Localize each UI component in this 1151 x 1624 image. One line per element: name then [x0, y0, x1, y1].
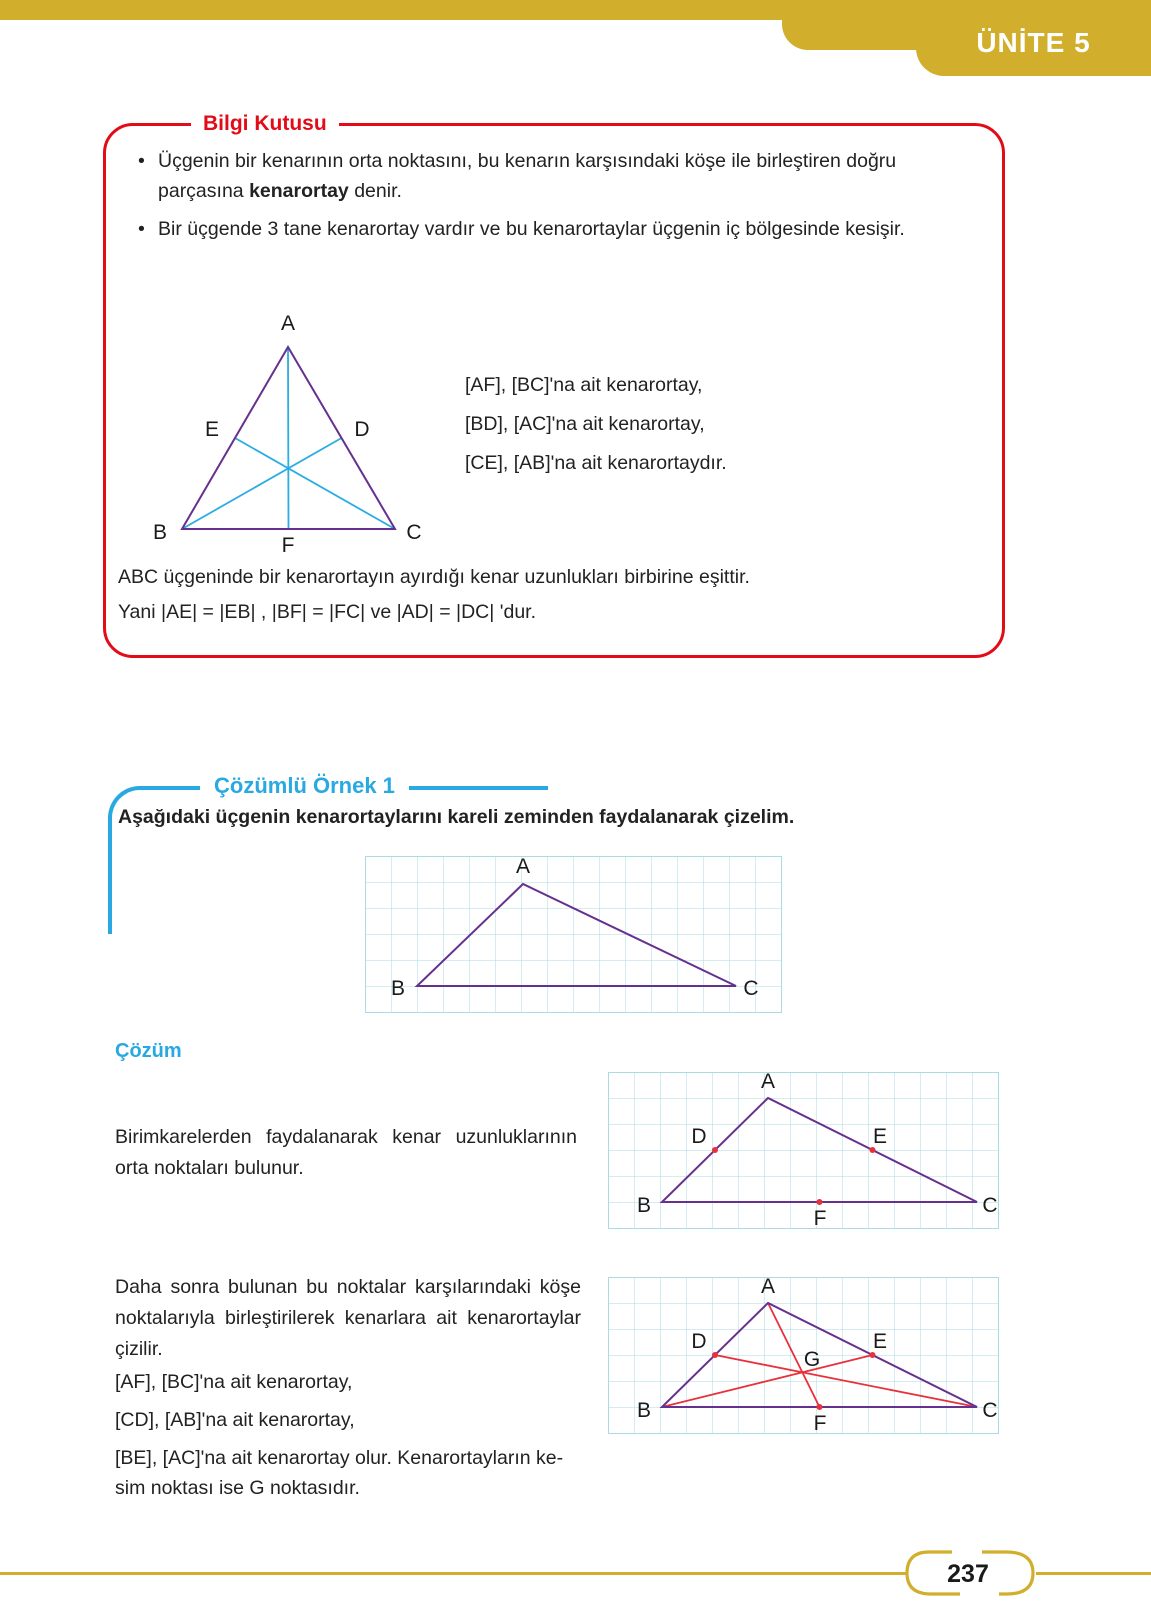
footer-line-right	[1036, 1572, 1151, 1575]
info-bullet-list	[106, 126, 1002, 244]
vertex-label-b: B	[636, 1399, 652, 1422]
midpoint-dot-f	[817, 1199, 823, 1205]
bullet1-text-post: denir.	[348, 180, 402, 202]
median-def-line: [AF], [BC]'na ait kenarortay,	[465, 374, 703, 396]
header-gold-bar	[0, 0, 1151, 20]
grid-background	[366, 857, 782, 1013]
bullet-item	[130, 146, 972, 206]
solution-median-list	[115, 1367, 595, 1511]
vertex-label-c: C	[982, 1399, 998, 1422]
bullet-item	[130, 214, 972, 244]
bullet1-text-pre: Üçgenin bir kenarının orta noktasını, bu kenarın karşısındaki köşe ile birleştiren doğru parçasına	[158, 150, 897, 202]
bullet1-keyword: kenarortay	[249, 180, 349, 202]
bullet2-text: Bir üçgende 3 tane kenarortay vardır ve bu kenarortaylar üçgenin iç bölgesinde kesişir.	[158, 218, 905, 240]
vertex-label-a: A	[280, 312, 296, 335]
solution-line	[115, 1443, 595, 1503]
badge-right-bracket	[982, 1552, 1033, 1594]
median-definition-list	[465, 366, 727, 483]
vertex-label-b: B	[152, 521, 168, 544]
midpoint-label-f: F	[813, 1207, 827, 1229]
midpoint-label-e: E	[872, 1330, 888, 1353]
vertex-label-b: B	[636, 1194, 652, 1217]
midpoint-label-e: E	[204, 418, 220, 441]
grid-triangle-diagram	[365, 856, 782, 1013]
midpoint-label-d: D	[691, 1330, 707, 1353]
vertex-label-c: C	[406, 521, 422, 544]
median-af-line	[288, 347, 289, 529]
bullet-glyph: •	[138, 150, 145, 172]
midpoint-label-e: E	[872, 1125, 888, 1148]
midpoint-label-f: F	[281, 534, 295, 557]
grid-background	[609, 1073, 999, 1229]
median-def-line: [CE], [AB]'na ait kenarortaydır.	[465, 452, 727, 474]
vertex-label-a: A	[760, 1072, 776, 1093]
unit-tab	[916, 20, 1151, 76]
equal-sides-formula: Yani |AE| = |EB| , |BF| = |FC| ve |AD| = |DC| 'dur.	[118, 601, 536, 623]
solution-paragraph-2: Daha sonra bulunan bu noktalar karşılarındaki köşe noktalarıyla birleştirilerek kenarlara ait kenarortaylar çizilir.	[115, 1276, 581, 1360]
midpoint-label-d: D	[354, 418, 370, 441]
vertex-label-a: A	[515, 856, 531, 878]
info-box-title: Bilgi Kutusu	[191, 110, 339, 138]
footer-line-left	[0, 1572, 906, 1575]
solution-line-part: [BE], [AC]'na ait kenarortay olur. Kenarortayların ke-	[115, 1447, 564, 1469]
solution-line: [CD], [AB]'na ait kenarortay,	[115, 1409, 355, 1431]
midpoint-dot-d	[712, 1352, 718, 1358]
equal-sides-statement: ABC üçgeninde bir kenarortayın ayırdığı kenar uzunlukları birbirine eşittir.	[118, 566, 750, 588]
page-number: 237	[947, 1560, 989, 1588]
solution-line-part: sim noktası ise G noktasıdır.	[115, 1477, 360, 1499]
vertex-label-b: B	[390, 977, 406, 1000]
midpoint-dot-f	[817, 1404, 823, 1410]
example-title: Çözümlü Örnek 1	[200, 772, 409, 800]
midpoint-dot-d	[712, 1147, 718, 1153]
solution-line: [AF], [BC]'na ait kenarortay,	[115, 1371, 353, 1393]
vertex-label-c: C	[743, 977, 759, 1000]
centroid-label-g: G	[803, 1348, 821, 1371]
example-question: Aşağıdaki üçgenin kenarortaylarını kareli zeminden faydalanarak çizelim.	[118, 806, 795, 828]
median-ce-line	[235, 438, 395, 529]
median-bd-line	[182, 438, 342, 529]
median-triangle-diagram	[138, 296, 478, 558]
page-number-badge	[902, 1549, 1038, 1599]
median-def-line: [BD], [AC]'na ait kenarortay,	[465, 413, 705, 435]
unit-label: ÜNİTE 5	[976, 27, 1091, 58]
solution-title: Çözüm	[115, 1040, 182, 1062]
midpoint-label-d: D	[691, 1125, 707, 1148]
vertex-label-c: C	[982, 1194, 998, 1217]
grid-midpoints-diagram	[608, 1072, 999, 1229]
bullet-glyph: •	[138, 218, 145, 240]
grid-medians-diagram	[608, 1277, 999, 1434]
midpoint-label-f: F	[813, 1412, 827, 1434]
solution-paragraph-1: Birimkarelerden faydalanarak kenar uzunluklarının orta noktaları bulunur.	[115, 1126, 577, 1179]
vertex-label-a: A	[760, 1277, 776, 1298]
